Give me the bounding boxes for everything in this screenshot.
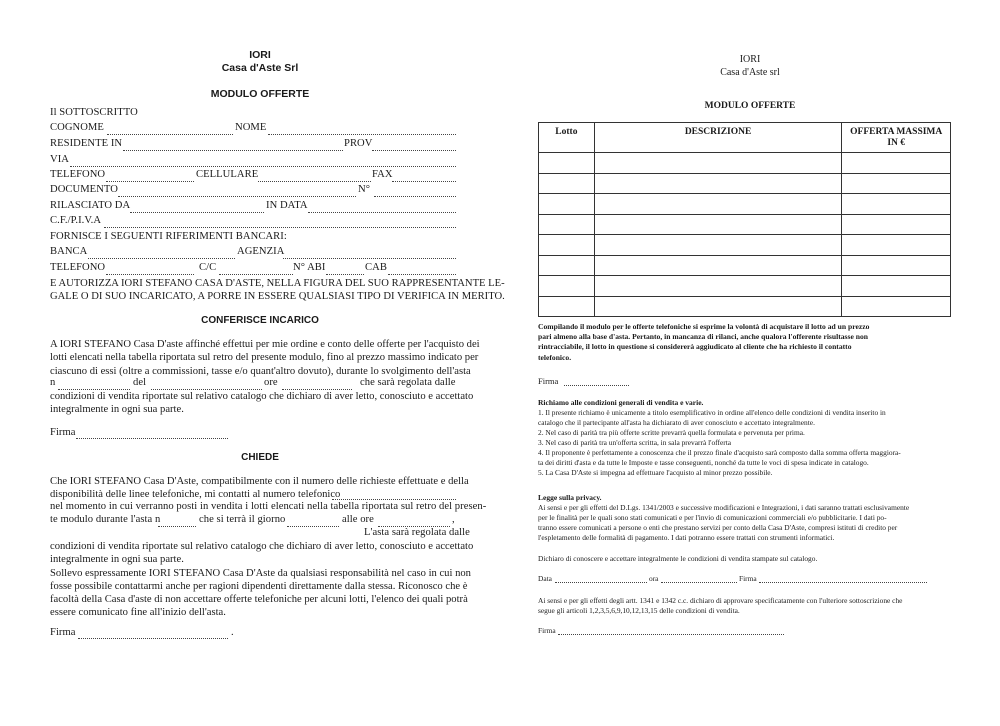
cognome-field[interactable] [107, 134, 233, 135]
chiede-title: CHIEDE [241, 452, 279, 463]
offerta-cell[interactable] [842, 173, 951, 194]
nome-field[interactable] [268, 134, 456, 135]
chiede-comma: , [452, 514, 455, 525]
lotto-cell[interactable] [539, 255, 595, 276]
ora-field[interactable] [661, 582, 737, 583]
privacy-text [538, 503, 909, 543]
chiede-line: Sollevo espressamente IORI STEFANO Casa D'Aste da qualsiasi responsabilità nel caso in cui non [50, 567, 471, 579]
lotto-cell[interactable] [539, 214, 595, 235]
approvo-line: Ai sensi e per gli effetti degli artt. 1341 e 1342 c.c. dichiaro di approvare specificatamente con l'ulteriore sottoscrizione che [538, 596, 903, 605]
descrizione-cell[interactable] [594, 214, 842, 235]
autorizza-text [50, 277, 505, 304]
agenzia-field[interactable] [283, 258, 456, 259]
table-row [539, 194, 951, 215]
telefono-field[interactable] [106, 181, 194, 182]
prov-label: PROV [344, 138, 373, 149]
chiede-phone-field[interactable] [332, 499, 456, 500]
richiamo-line: 4. Il proponente è perfettamente a conoscenza che il prezzo finale d'acquisto sarà composto dalla somma offerta maggiora- [538, 448, 901, 457]
company-name: IORI [249, 49, 271, 61]
richiamo-line: ta dei diritti d'asta e da tutte le Imposte e tasse conseguenti, nonché da tutte le voci di spesa indicate in catalogo. [538, 458, 869, 467]
telefono2-label: TELEFONO [50, 262, 106, 273]
chiede-line4b: che si terrà il giorno [199, 514, 286, 525]
richiamo-title: Richiamo alle condizioni generali di vendita e varie. [538, 398, 704, 407]
autorizza-line: GALE O DI SUO INCARICATO, A PORRE IN ESSERE QUALSIASI TIPO DI VERIFICA IN MERITO. [50, 291, 505, 303]
firma-end-label: Firma [50, 627, 76, 638]
lotto-cell[interactable] [539, 235, 595, 256]
chiede-line3: nel momento in cui verranno posti in vendita i lotti elencati nella tabella riportata sul retro del presen- [50, 501, 487, 512]
banca-field[interactable] [88, 258, 235, 259]
richiamo-line: 5. La Casa D'Aste si impegna ad effettuare l'acquisto al minor prezzo possibile. [538, 468, 773, 477]
chiede-asta-number-field[interactable] [158, 526, 196, 527]
fornisce-label: FORNISCE I SEGUENTI RIFERIMENTI BANCARI: [50, 231, 287, 242]
richiamo-line: 3. Nel caso di parità tra un'offerta scritta, in sala prevarrà l'offerta [538, 438, 732, 447]
privacy-line: Ai sensi e per gli effetti del D.Lgs. 1341/2003 e successive modificazioni e Integrazioni, i dati saranno trattati esclusivamente [538, 503, 910, 512]
rilasciato-label: RILASCIATO DA [50, 200, 131, 211]
firma-right-label: Firma [538, 376, 559, 386]
cab-field[interactable] [388, 274, 456, 275]
company-name-right: IORI [739, 54, 761, 65]
in-data-label: IN DATA [266, 200, 308, 211]
company-subtitle-right: Casa d'Aste srl [720, 67, 780, 78]
chiede-text2 [50, 540, 473, 620]
firma-right-field[interactable] [564, 385, 629, 386]
note-line: pari almeno alla base d'asta. Pertanto, in mancanza di rilanci, anche qualora l'offerente risultasse non [538, 332, 868, 342]
approvo-text [538, 596, 902, 616]
form-title-right: MODULO OFFERTE [704, 101, 796, 111]
cc-label: C/C [199, 262, 217, 273]
in-data-field[interactable] [308, 212, 456, 213]
table-header-row [539, 123, 951, 153]
cellulare-label: CELLULARE [196, 169, 259, 180]
chiede-line4a: te modulo durante l'asta n [50, 514, 161, 525]
table-row [539, 153, 951, 174]
firma-field[interactable] [76, 438, 228, 439]
cognome-label: COGNOME [50, 122, 104, 133]
note-line: telefonico. [538, 352, 572, 362]
prov-field[interactable] [372, 150, 456, 151]
right-page [500, 0, 1000, 726]
descrizione-cell[interactable] [594, 153, 842, 174]
descrizione-cell[interactable] [594, 173, 842, 194]
conferisce-line: lotti elencati nella tabella riportata sul retro del presente modulo, fino al prezzo massimo indicato per [50, 352, 479, 364]
cc-field[interactable] [219, 274, 293, 275]
data-label: Data [538, 574, 552, 583]
richiamo-line: 2. Nel caso di parità tra più offerte scritte prevarrà quella formulata e pervenuta per prima. [538, 428, 805, 437]
conferisce-line: integralmente in ogni sua parte. [50, 404, 184, 416]
firma2-field[interactable] [759, 582, 927, 583]
privacy-line: l'espletamento delle formalità di pagamento. I dati potranno essere trattati con strumenti informatici. [538, 533, 835, 542]
chiede-line4c: alle ore [342, 514, 374, 525]
chiede-line: facoltà della Casa d'aste di non accettare offerte telefoniche per alcuni lotti, l'elenco dei quali potrà [50, 594, 468, 606]
fax-field[interactable] [392, 181, 456, 182]
abi-field[interactable] [326, 274, 364, 275]
offerta-cell[interactable] [842, 194, 951, 215]
note-line: Compilando il modulo per le offerte telefoniche si esprime la volontà di acquistare il lotto ad un prezzo [538, 322, 870, 331]
lotto-cell[interactable] [539, 153, 595, 174]
abi-label: N° ABI [293, 262, 326, 273]
approvo-line: segue gli articoli 1,2,3,5,6,9,10,12,13,15 delle condizioni di vendita. [538, 606, 740, 615]
via-field[interactable] [70, 166, 456, 167]
numero-label: N° [358, 184, 370, 195]
chiede-line: integralmente in ogni sua parte. [50, 554, 184, 566]
nome-label: NOME [235, 122, 267, 133]
firma2-label: Firma [739, 574, 757, 583]
table-row [539, 214, 951, 235]
firma3-label: Firma [538, 626, 556, 635]
residente-label: RESIDENTE IN [50, 138, 123, 149]
documento-field[interactable] [118, 196, 356, 197]
form-title: MODULO OFFERTE [210, 88, 310, 100]
privacy-title: Legge sulla privacy. [538, 493, 602, 502]
header-offerta-line2: IN € [887, 138, 906, 148]
dichiaro-text: Dichiaro di conoscere e accettare integralmente le condizioni di vendita stampate sul catalogo. [538, 554, 818, 563]
note-text [538, 322, 869, 363]
firma-end-dot: . [231, 627, 234, 638]
chiede-date-field[interactable] [287, 526, 339, 527]
banca-label: BANCA [50, 246, 88, 257]
conferisce-title: CONFERISCE INCARICO [201, 315, 319, 326]
conferisce-n-label: n [50, 377, 56, 388]
table-row [539, 276, 951, 297]
header-offerta-line1: OFFERTA MASSIMA [850, 127, 943, 137]
descrizione-cell[interactable] [594, 235, 842, 256]
lotto-cell[interactable] [539, 296, 595, 317]
richiamo-line: catalogo che il partecipante all'asta ha dichiarato di aver conosciuto e accettato integralmente. [538, 418, 815, 427]
documento-label: DOCUMENTO [50, 184, 118, 195]
offerta-cell[interactable] [842, 235, 951, 256]
offerta-cell[interactable] [842, 276, 951, 297]
ora-label: ora [649, 574, 659, 583]
cf-label: C.F./P.I.V.A [50, 215, 102, 226]
chiede-line: Che IORI STEFANO Casa D'Aste, compatibilmente con il numero delle richieste effettuate e della [50, 476, 469, 487]
descrizione-cell[interactable] [594, 296, 842, 317]
company-subtitle: Casa d'Aste Srl [221, 62, 299, 74]
header-offerta [842, 123, 951, 153]
firma-label: Firma [50, 427, 76, 438]
offers-table [538, 122, 951, 317]
conferisce-line: ciascuno di essi (oltre a commissioni, tasse e/o quant'altro dovuto), durante lo svolgimento dell'asta [50, 365, 471, 377]
table-row [539, 235, 951, 256]
chiede-line: essere comunicato fine all'inizio dell'asta. [50, 607, 226, 619]
conferisce-line: A IORI STEFANO Casa D'aste affinché effettui per mie ordine e conto delle offerte per l'acquisto dei [50, 339, 480, 350]
lotto-cell[interactable] [539, 173, 595, 194]
rilasciato-field[interactable] [130, 212, 264, 213]
descrizione-cell[interactable] [594, 276, 842, 297]
privacy-line: per le finalità per le quali sono stati comunicati e per l'invio di comunicazioni commerciali e/o pubblicitarie. I dati po- [538, 513, 887, 522]
chiede-line: disponibilità delle linee telefoniche, mi contatti al numero telefonico [50, 489, 341, 501]
offerta-cell[interactable] [842, 296, 951, 317]
chiede-line: fosse possibile contattarmi anche per ragioni dipendenti direttamente dalla stessa. Riconosco che è [50, 580, 468, 592]
residente-field[interactable] [123, 150, 343, 151]
cab-label: CAB [365, 262, 387, 273]
cf-field[interactable] [104, 227, 456, 228]
chiede-line: condizioni di vendita riportate sul relativo catalogo che dichiaro di aver letto, conosciuto e accettato [50, 541, 474, 552]
table-row [539, 255, 951, 276]
data-field[interactable] [555, 582, 647, 583]
firma-end-field[interactable] [78, 638, 228, 639]
cellulare-field[interactable] [258, 181, 371, 182]
telefono2-field[interactable] [106, 274, 194, 275]
note-line: rintracciabile, il lotto in questione si considererà aggiudicato al cliente che ha richiesto il contatto [538, 342, 852, 352]
conferisce-text [50, 338, 480, 378]
richiamo-text [538, 408, 901, 478]
firma3-field[interactable] [558, 634, 784, 635]
offerta-cell[interactable] [842, 153, 951, 174]
offer-rows [539, 153, 951, 317]
chiede-text [50, 475, 469, 502]
conferisce-del-label: del [133, 377, 147, 388]
header-lotto: Lotto [539, 123, 595, 153]
header-descrizione: DESCRIZIONE [594, 123, 842, 153]
autorizza-line: E AUTORIZZA IORI STEFANO CASA D'ASTE, NELLA FIGURA DEL SUO RAPPRESENTANTE LE- [50, 278, 505, 289]
richiamo-line: 1. Il presente richiamo è unicamente a titolo esemplificativo in ordine all'elenco delle condizioni di vendita inserito in [538, 408, 886, 417]
via-label: VIA [50, 154, 69, 165]
conferisce-line: condizioni di vendita riportate sul relativo catalogo che dichiaro di aver letto, conosciuto e accettato [50, 391, 474, 402]
agenzia-label: AGENZIA [237, 246, 285, 257]
telefono-label: TELEFONO [50, 169, 106, 180]
offerta-cell[interactable] [842, 255, 951, 276]
conferisce-ore-label: ore [264, 377, 278, 388]
lotto-cell[interactable] [539, 194, 595, 215]
numero-field[interactable] [374, 196, 456, 197]
lotto-cell[interactable] [539, 276, 595, 297]
conferisce-text2 [50, 390, 473, 417]
privacy-line: tranno essere comunicati a persone o enti che prestano servizi per conto della Casa D'Aste, compresi istituti di credito per [538, 523, 898, 532]
conferisce-che-label: che sarà regolata dalle [360, 377, 456, 388]
descrizione-cell[interactable] [594, 255, 842, 276]
offerta-cell[interactable] [842, 214, 951, 235]
fax-label: FAX [372, 169, 393, 180]
sottoscritto-label: Il SOTTOSCRITTO [50, 107, 138, 118]
table-row [539, 296, 951, 317]
descrizione-cell[interactable] [594, 194, 842, 215]
chiede-line5: L'asta sarà regolata dalle [364, 527, 470, 538]
table-row [539, 173, 951, 194]
